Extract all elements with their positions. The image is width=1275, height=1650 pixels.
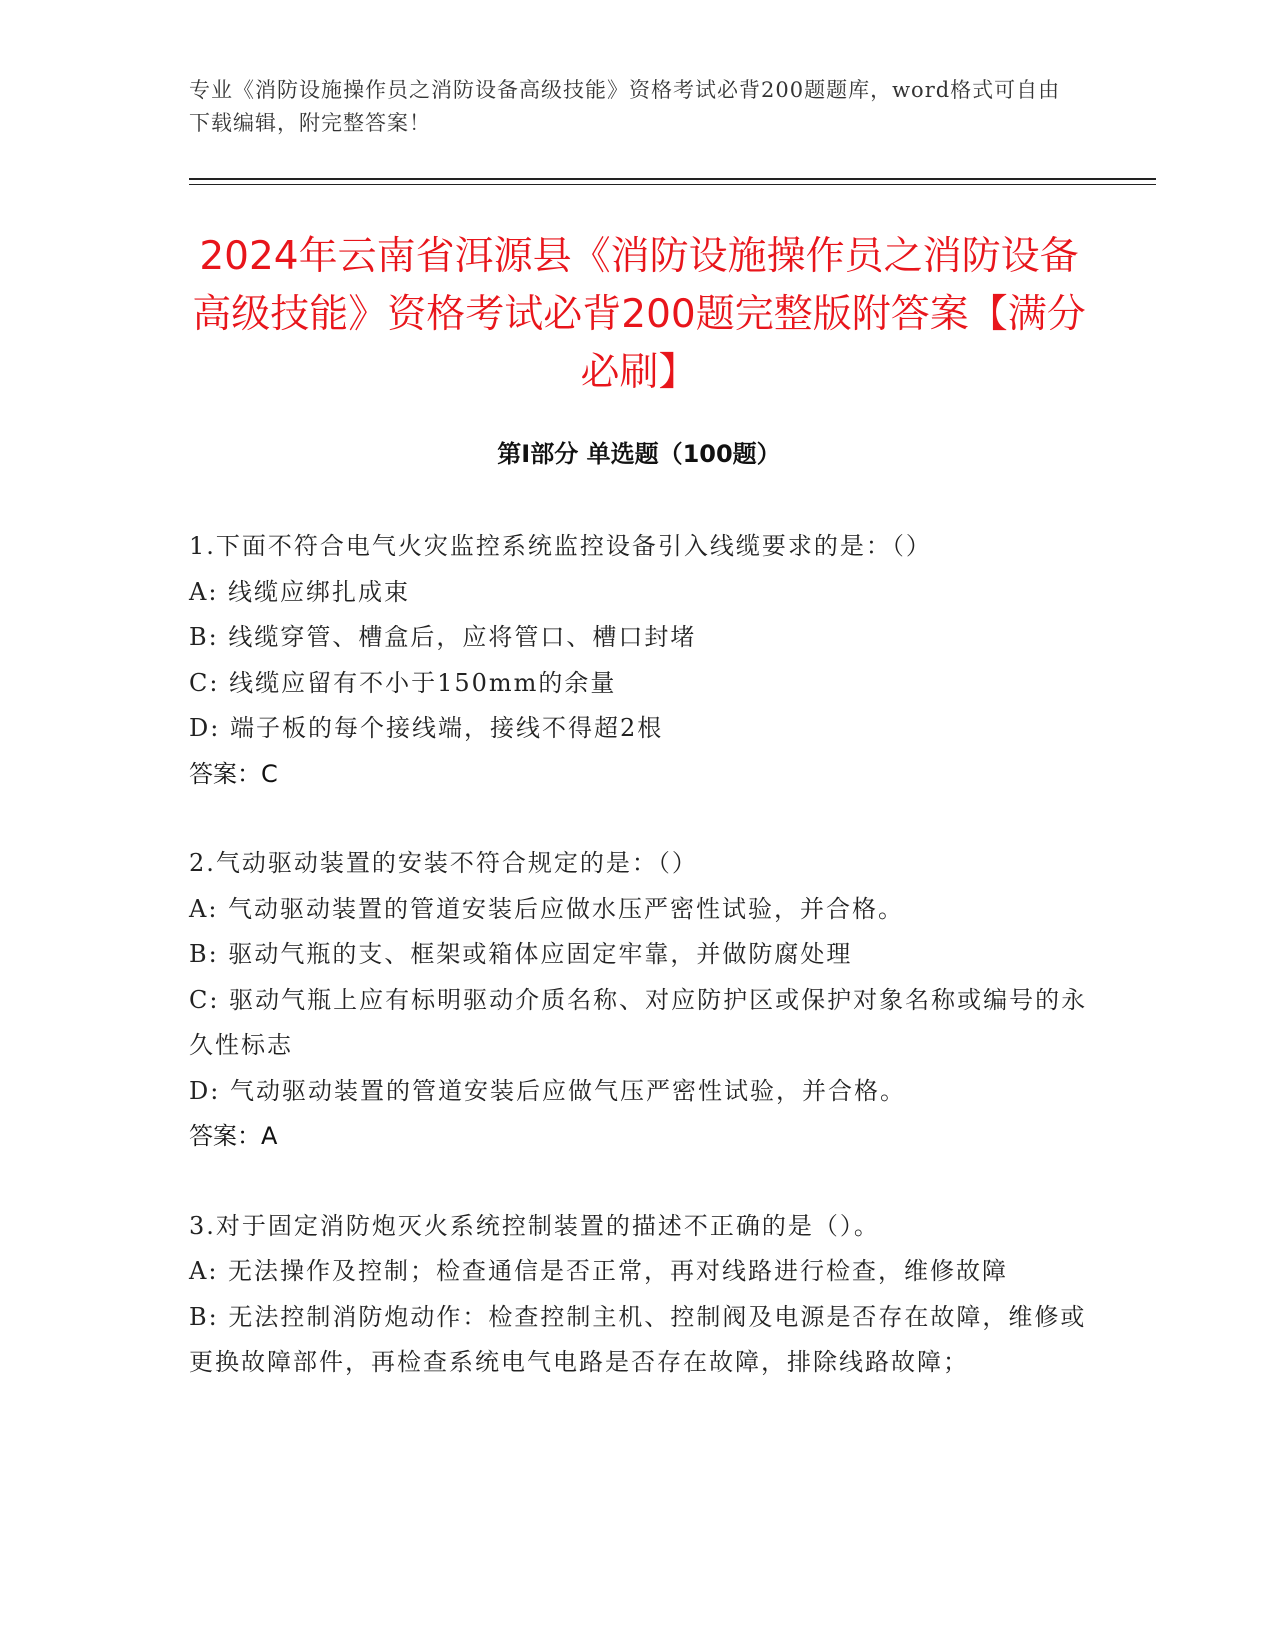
- question-list: [189, 524, 1089, 1430]
- header-note: 专业《消防设施操作员之消防设备高级技能》资格考试必背200题题库，word格式可自由下载编辑，附完整答案！: [189, 78, 1061, 135]
- document-title: 2024年云南省洱源县《消防设施操作员之消防设备高级技能》资格考试必背200题完整版附答案【满分必刷】: [192, 234, 1086, 395]
- option-b: B: 线缆穿管、槽盒后，应将管口、槽口封堵: [189, 623, 697, 651]
- option-b: B: 无法控制消防炮动作：检查控制主机、控制阀及电源是否存在故障，维修或更换故障部件，再检查系统电气电路是否存在故障，排除线路故障；: [189, 1302, 1087, 1376]
- header-rule-thick: [189, 178, 1156, 180]
- option-d: D: 气动驱动装置的管道安装后应做气压严密性试验，并合格。: [189, 1076, 906, 1105]
- answer-line: 答案：C: [189, 759, 278, 788]
- question-3: [189, 1204, 1089, 1386]
- question-1: [189, 524, 1089, 797]
- option-a: A: 气动驱动装置的管道安装后应做水压严密性试验，并合格。: [189, 894, 905, 923]
- option-a: A: 线缆应绑扎成束: [189, 577, 411, 606]
- question-stem: 2.气动驱动装置的安装不符合规定的是：（）: [189, 849, 698, 877]
- option-a: A: 无法操作及控制；检查通信是否正常，再对线路进行检查，维修故障: [189, 1257, 1009, 1285]
- answer-line: 答案：A: [189, 1122, 278, 1150]
- option-c: C: 线缆应留有不小于150mm的余量: [189, 668, 617, 697]
- question-stem: 1.下面不符合电气火灾监控系统监控设备引入线缆要求的是：（）: [189, 532, 932, 560]
- header-rule-thin: [189, 184, 1156, 185]
- option-b: B: 驱动气瓶的支、框架或箱体应固定牢靠，并做防腐处理: [189, 940, 853, 968]
- section-title: 第I部分 单选题（100题）: [497, 440, 781, 468]
- option-d: D: 端子板的每个接线端，接线不得超2根: [189, 714, 664, 742]
- option-c: C: 驱动气瓶上应有标明驱动介质名称、对应防护区或保护对象名称或编号的永久性标志: [189, 985, 1088, 1059]
- question-stem: 3.对于固定消防炮灭火系统控制装置的描述不正确的是（）。: [189, 1211, 880, 1240]
- question-2: [189, 841, 1089, 1160]
